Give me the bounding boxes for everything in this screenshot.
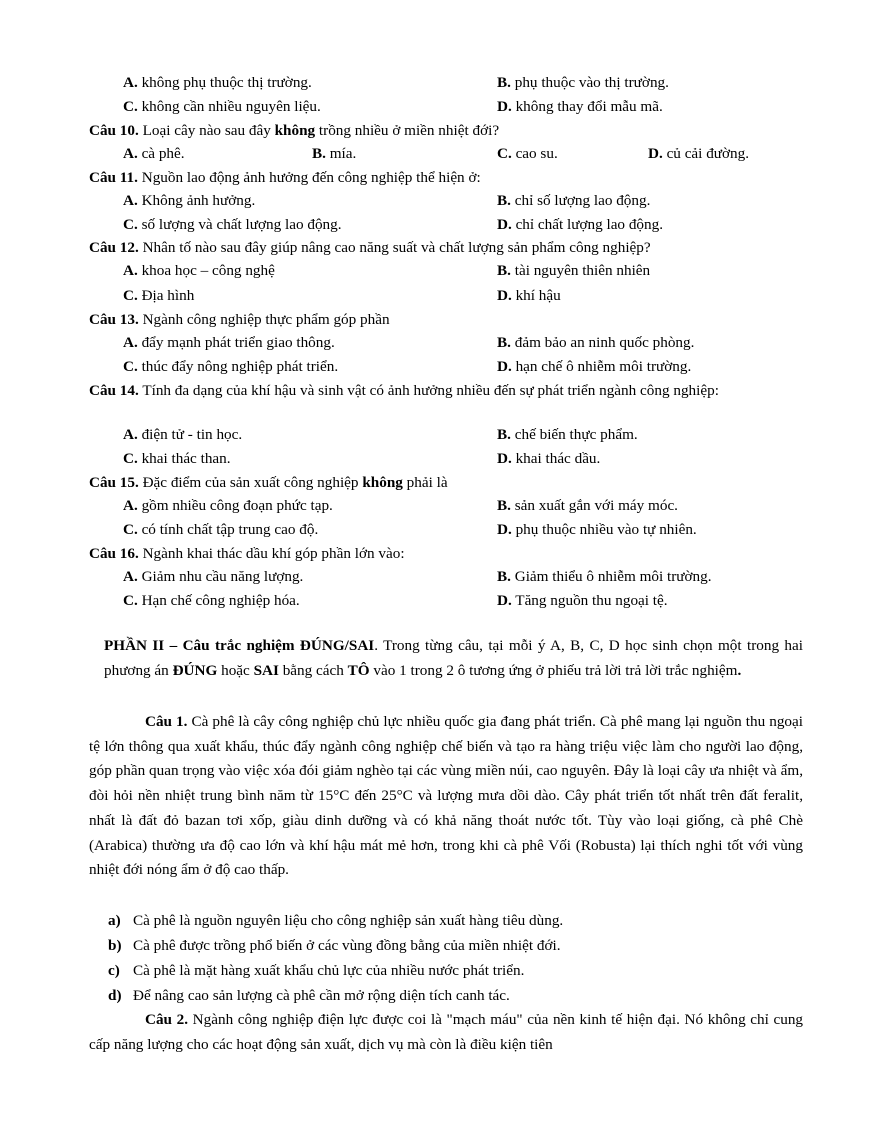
q12-row-1 [0, 262, 875, 284]
q9-option-b: B. phụ thuộc vào thị trường. [497, 74, 669, 91]
q13-option-d: D. hạn chế ô nhiễm môi trường. [497, 358, 692, 375]
q13-option-a: A. đẩy mạnh phát triển giao thông. [123, 334, 335, 351]
q14-option-c: C. khai thác than. [123, 450, 231, 467]
q15-option-c: C. có tính chất tập trung cao độ. [123, 521, 319, 538]
q11-stem: Câu 11. Nguồn lao động ảnh hưởng đến công nghiệp thể hiện ở: [89, 169, 481, 186]
q16-option-b: B. Giảm thiểu ô nhiễm môi trường. [497, 568, 712, 585]
q11-option-b: B. chỉ số lượng lao động. [497, 192, 651, 209]
q12-option-c: C. Địa hình [123, 287, 195, 304]
q9-option-c: C. không cần nhiều nguyên liệu. [123, 98, 321, 115]
q13-option-b: B. đảm bảo an ninh quốc phòng. [497, 334, 695, 351]
q11-row-2 [0, 216, 875, 238]
q16-option-d: D. Tăng nguồn thu ngoại tệ. [497, 592, 668, 609]
c1-item-c: c) Cà phê là mặt hàng xuất khẩu chủ lực của nhiều nước phát triển. [108, 962, 525, 979]
q11-option-c: C. số lượng và chất lượng lao động. [123, 216, 342, 233]
part2-instructions: PHẦN II – Câu trắc nghiệm ĐÚNG/SAI. Trong từng câu, tại mỗi ý A, B, C, D học sinh chọn một trong hai phương án ĐÚNG hoặc SAI bằng cách TÔ vào 1 trong 2 ô tương ứng ở phiếu trả lời trả lời trắc nghiệm. [104, 637, 803, 679]
q14-option-a: A. điện tử - tin học. [123, 426, 243, 443]
q10-stem: Câu 10. Loại cây nào sau đây không trồng nhiều ở miền nhiệt đới? [89, 122, 500, 139]
c1-item-a: a) Cà phê là nguồn nguyên liệu cho công nghiệp sản xuất hàng tiêu dùng. [108, 912, 564, 929]
q14-stem: Câu 14. Tính đa dạng của khí hậu và sinh vật có ảnh hưởng nhiều đến sự phát triển ngành công nghiệp: [89, 382, 719, 399]
q15-stem: Câu 15. Đặc điểm của sản xuất công nghiệp không phải là [89, 474, 448, 491]
q12-option-d: D. khí hậu [497, 287, 561, 304]
q10-options [0, 145, 875, 167]
q10-option-d: D. củ cải đường. [648, 145, 750, 162]
q10-option-c: C. cao su. [497, 145, 558, 162]
q9-option-d: D. không thay đổi mẫu mã. [497, 98, 663, 115]
q14-option-b: B. chế biến thực phẩm. [497, 426, 638, 443]
c1-passage: Câu 1. Cà phê là cây công nghiệp chủ lực nhiều quốc gia đang phát triển. Cà phê mang lại nguồn thu ngoại tệ lớn thông qua xuất khẩu, thúc đẩy ngành công nghiệp chế biến và tạo ra hàng triệu việc làm cho người lao động, góp phần quan trọng vào việc xóa đói giảm nghèo tại các vùng miền núi, cao nguyên. Đây là loại cây ưa nhiệt và ẩm, đòi hỏi nền nhiệt trung bình năm từ 15°C đến 25°C và lượng mưa dồi dào. Cây phát triển tốt nhất trên đất feralit, nhất là đất đỏ bazan tơi xốp, giàu dinh dưỡng và có khả năng thoát nước tốt. Tùy vào loại giống, cà phê Chè (Arabica) thường ưa độ cao lớn và khí hậu mát mẻ hơn, trong khi cà phê Vối (Robusta) lại thích nghi tốt với vùng nhiệt đới nóng ẩm ở độ cao thấp. [89, 713, 803, 879]
c1-item-b: b) Cà phê được trồng phổ biến ở các vùng đồng bằng của miền nhiệt đới. [108, 937, 561, 954]
q15-option-b: B. sản xuất gắn với máy móc. [497, 497, 678, 514]
q16-stem: Câu 16. Ngành khai thác dầu khí góp phần lớn vào: [89, 545, 405, 562]
q11-option-a: A. Không ảnh hưởng. [123, 192, 256, 209]
c1-item-d: d) Để nâng cao sản lượng cà phê cần mở rộng diện tích canh tác. [108, 987, 510, 1004]
q12-option-a: A. khoa học – công nghệ [123, 262, 275, 279]
q16-row-1 [0, 568, 875, 590]
q16-row-2 [0, 592, 875, 614]
q11-row-1 [0, 192, 875, 214]
part2-heading: PHẦN II – Câu trắc nghiệm ĐÚNG/SAI [104, 637, 375, 654]
q13-stem: Câu 13. Ngành công nghiệp thực phẩm góp phần [89, 311, 390, 328]
q12-stem: Câu 12. Nhân tố nào sau đây giúp nâng cao năng suất và chất lượng sản phẩm công nghiệp? [89, 239, 651, 256]
q12-row-2 [0, 287, 875, 309]
c2-passage: Câu 2. Ngành công nghiệp điện lực được coi là "mạch máu" của nền kinh tế hiện đại. Nó không chỉ cung cấp năng lượng cho các hoạt động sản xuất, dịch vụ mà còn là điều kiện tiên [89, 1011, 804, 1053]
q16-option-a: A. Giảm nhu cầu năng lượng. [123, 568, 304, 585]
q13-row-2 [0, 358, 875, 380]
q16-option-c: C. Hạn chế công nghiệp hóa. [123, 592, 300, 609]
q10-option-b: B. mía. [312, 145, 357, 162]
q9-option-a: A. không phụ thuộc thị trường. [123, 74, 312, 91]
q15-option-d: D. phụ thuộc nhiều vào tự nhiên. [497, 521, 697, 538]
q9-row-2 [0, 98, 875, 120]
q11-option-d: D. chỉ chất lượng lao động. [497, 216, 663, 233]
q13-option-c: C. thúc đẩy nông nghiệp phát triển. [123, 358, 339, 375]
q9-row-1 [0, 74, 875, 96]
q15-row-1 [0, 497, 875, 519]
q10-option-a: A. cà phê. [123, 145, 185, 162]
q14-option-d: D. khai thác dầu. [497, 450, 601, 467]
q15-option-a: A. gồm nhiều công đoạn phức tạp. [123, 497, 333, 514]
q14-row-1 [0, 426, 875, 448]
q13-row-1 [0, 334, 875, 356]
q14-row-2 [0, 450, 875, 472]
q15-row-2 [0, 521, 875, 543]
q12-option-b: B. tài nguyên thiên nhiên [497, 262, 651, 279]
